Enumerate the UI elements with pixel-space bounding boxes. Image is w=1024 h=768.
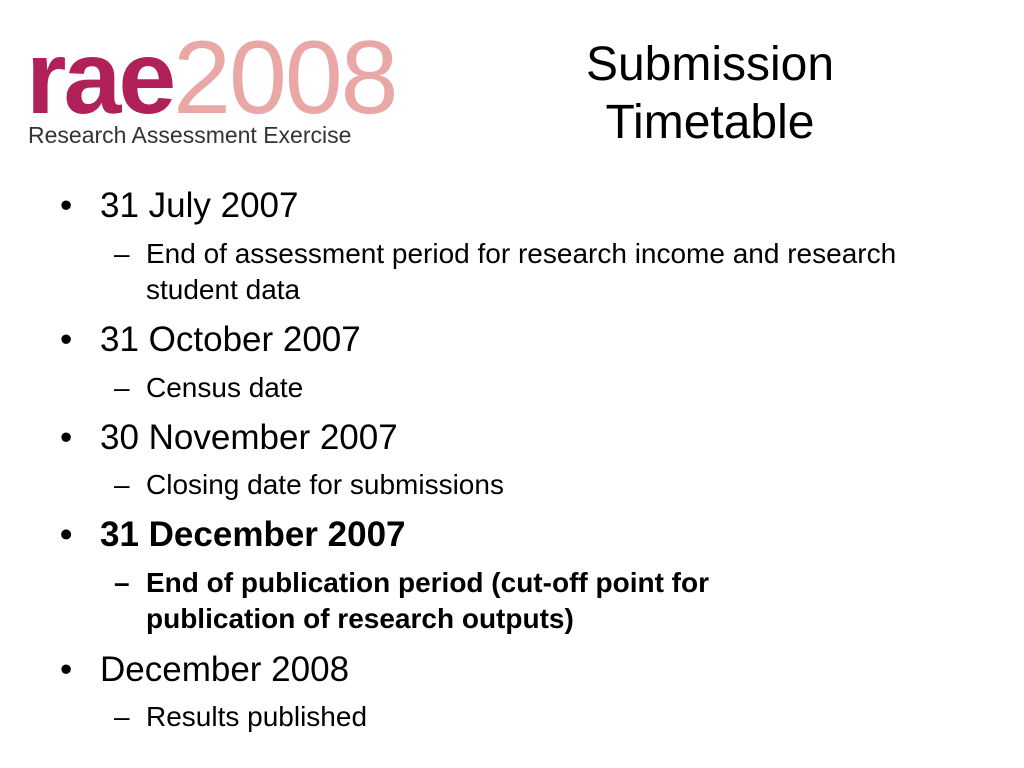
entry-date: 30 November 2007 [100, 418, 398, 457]
entry-detail: Closing date for submissions [146, 469, 504, 500]
slide-title-line-1: Submission [585, 38, 835, 91]
bullet-icon: • [60, 515, 73, 554]
entry-detail: End of assessment period for research income and research student data [146, 238, 897, 305]
entry-date: 31 July 2007 [100, 186, 299, 225]
slide-title-line-2: Timetable [605, 96, 815, 149]
dash-icon: – [114, 701, 130, 732]
bullet-icon: • [60, 418, 73, 457]
logo-word: rae [26, 20, 174, 136]
entry-date: 31 December 2007 [100, 515, 406, 554]
rae2008-logo [26, 20, 406, 156]
bullet-icon: • [60, 650, 73, 689]
entry-detail: Results published [146, 701, 368, 732]
dash-icon: – [114, 567, 130, 598]
entry-detail: Census date [146, 372, 304, 403]
logo-year: 2008 [173, 20, 397, 136]
logo-tagline: Research Assessment Exercise [28, 122, 352, 148]
entry-date: December 2008 [100, 650, 350, 689]
dash-icon: – [114, 469, 130, 500]
dash-icon: – [114, 238, 130, 269]
entry-date: 31 October 2007 [100, 320, 361, 359]
slide-title [510, 36, 910, 152]
dash-icon: – [114, 372, 130, 403]
bullet-icon: • [60, 320, 73, 359]
bullet-icon: • [60, 186, 73, 225]
entry-detail: End of publication period (cut-off point for publication of research outputs) [146, 567, 710, 634]
